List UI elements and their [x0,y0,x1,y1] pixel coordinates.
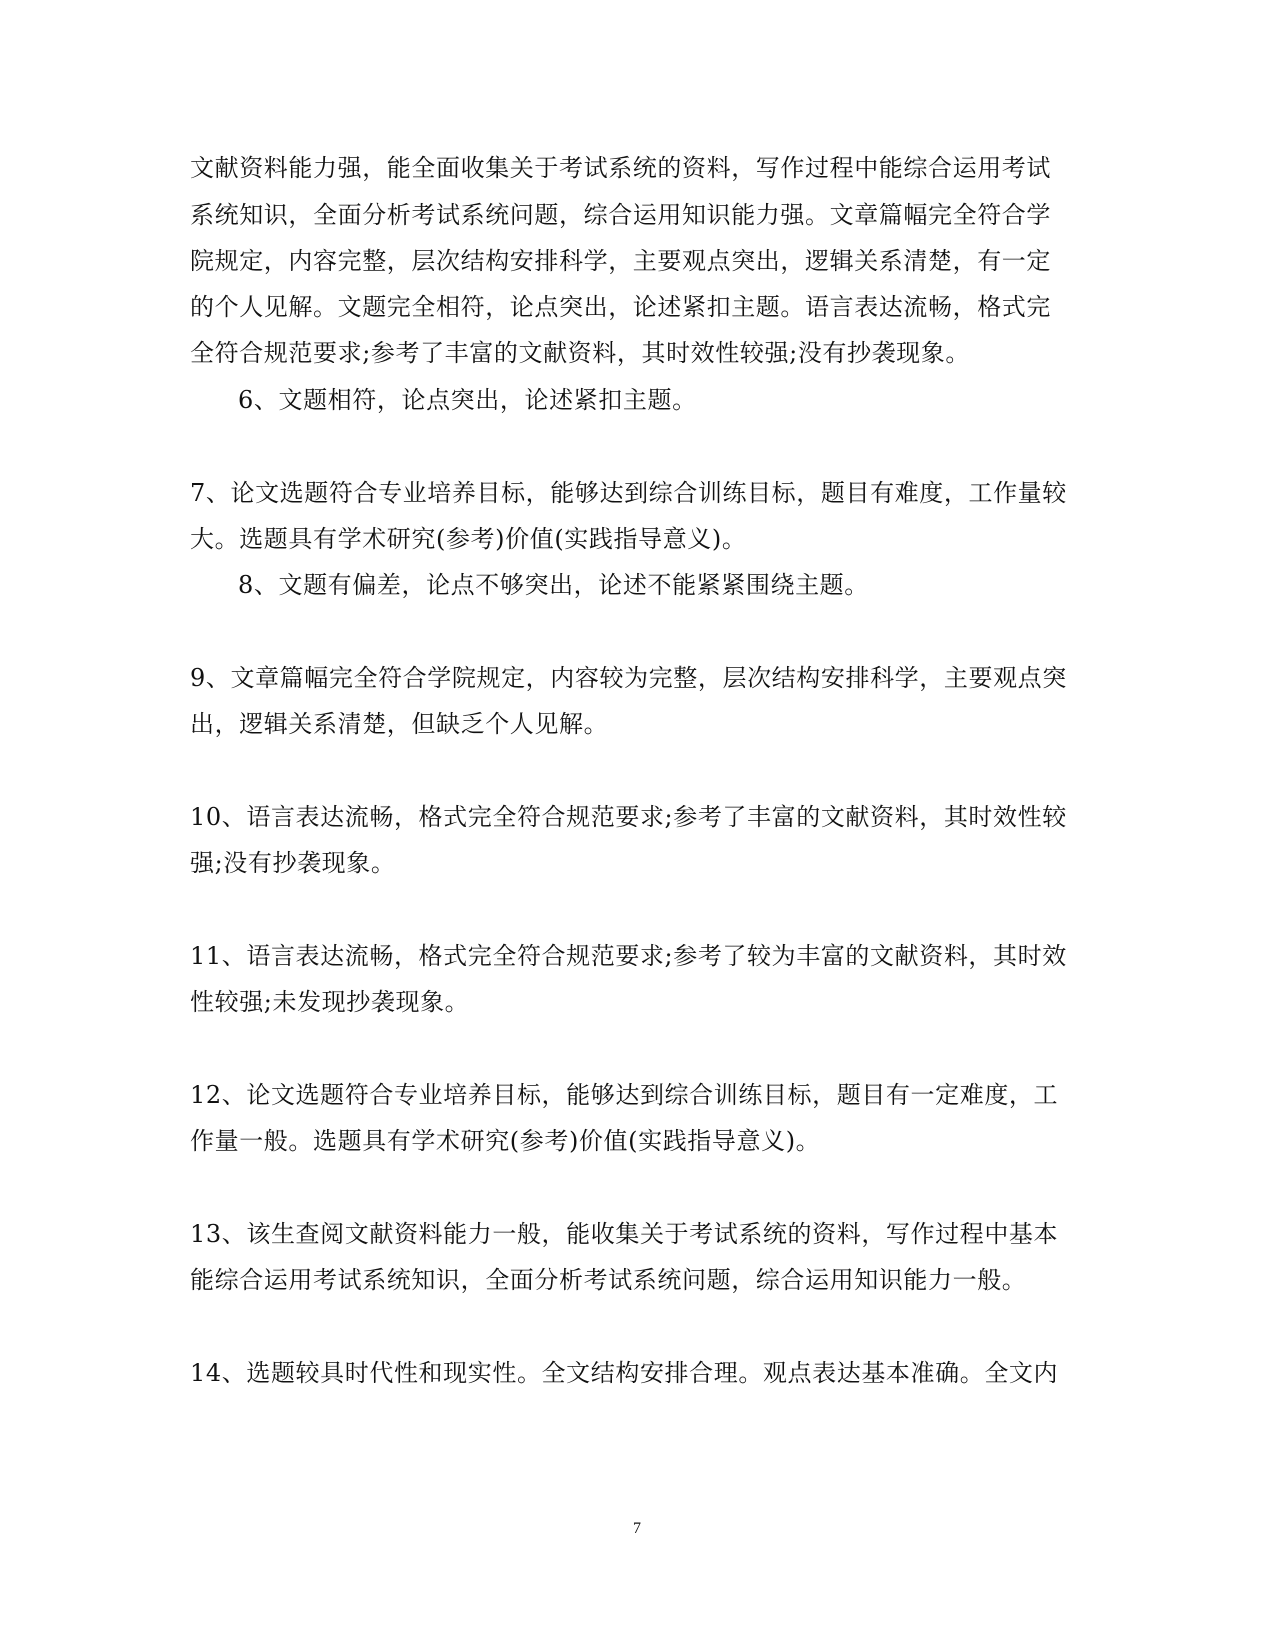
text-line: 7、论文选题符合专业培养目标，能够达到综合训练目标，题目有难度，工作量较 [190,479,1067,507]
text-line: 9、文章篇幅完全符合学院规定，内容较为完整，层次结构安排科学，主要观点突 [190,664,1067,692]
text-line: 性较强;未发现抄袭现象。 [190,988,470,1016]
text-line: 11、语言表达流畅，格式完全符合规范要求;参考了较为丰富的文献资料，其时效 [190,942,1067,970]
text-line: 13、该生查阅文献资料能力一般，能收集关于考试系统的资料，写作过程中基本 [190,1220,1059,1248]
text-line: 的个人见解。文题完全相符，论点突出，论述紧扣主题。语言表达流畅，格式完 [190,293,1051,321]
text-line: 系统知识，全面分析考试系统问题，综合运用知识能力强。文章篇幅完全符合学 [190,201,1051,229]
text-line: 6、文题相符，论点突出，论述紧扣主题。 [238,386,697,414]
text-line: 全符合规范要求;参考了丰富的文献资料，其时效性较强;没有抄袭现象。 [190,339,970,367]
text-line: 强;没有抄袭现象。 [190,849,396,877]
text-line: 10、语言表达流畅，格式完全符合规范要求;参考了丰富的文献资料，其时效性较 [190,803,1067,831]
text-line: 8、文题有偏差，论点不够突出，论述不能紧紧围绕主题。 [238,571,869,599]
text-line: 作量一般。选题具有学术研究(参考)价值(实践指导意义)。 [190,1127,821,1155]
text-line: 文献资料能力强，能全面收集关于考试系统的资料，写作过程中能综合运用考试 [190,154,1051,182]
text-line: 能综合运用考试系统知识，全面分析考试系统问题，综合运用知识能力一般。 [190,1266,1027,1294]
page-number: 7 [633,1520,641,1537]
text-line: 14、选题较具时代性和现实性。全文结构安排合理。观点表达基本准确。全文内 [190,1359,1059,1387]
text-line: 12、论文选题符合专业培养目标，能够达到综合训练目标，题目有一定难度，工 [190,1081,1059,1109]
text-line: 院规定，内容完整，层次结构安排科学，主要观点突出，逻辑关系清楚，有一定 [190,247,1051,275]
text-line: 大。选题具有学术研究(参考)价值(实践指导意义)。 [190,525,747,553]
text-line: 出，逻辑关系清楚，但缺乏个人见解。 [190,710,609,738]
